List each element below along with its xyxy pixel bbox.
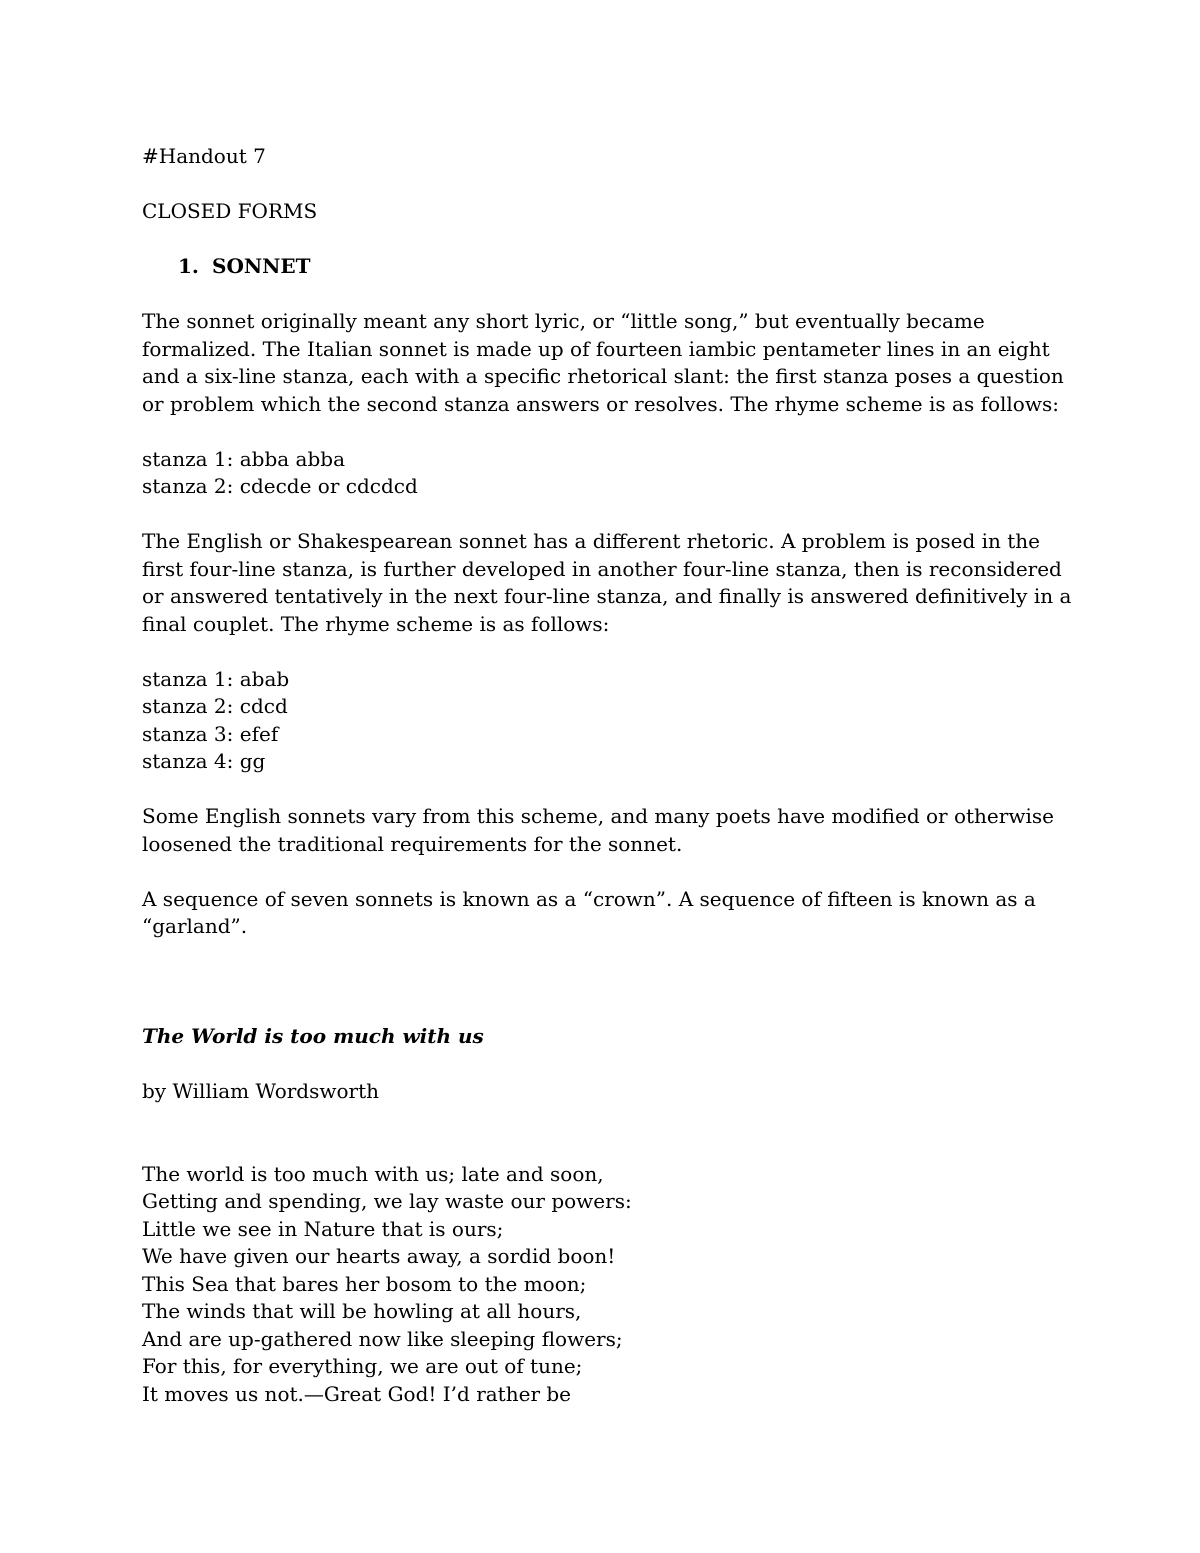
- sonnet-heading-number: 1.: [178, 254, 199, 278]
- scheme-line: stanza 1: abba abba: [142, 446, 346, 471]
- scheme-line: stanza 3: efef: [142, 721, 279, 746]
- poem-line: The winds that will be howling at all hours,: [142, 1299, 582, 1323]
- handout-label: #Handout 7: [142, 144, 266, 168]
- english-rhyme-scheme: [142, 666, 1072, 776]
- poem-line: Little we see in Nature that is ours;: [142, 1216, 504, 1241]
- variation-paragraph: [142, 803, 1072, 858]
- scheme-line: stanza 2: cdecde or cdcdcd: [142, 474, 418, 498]
- spacer: [142, 1133, 1072, 1161]
- spacer: [142, 968, 1072, 1023]
- paragraph-line: first four-line stanza, is further developed in another four-line stanza, then is reconsidered: [142, 556, 1062, 581]
- paragraph-line: Some English sonnets vary from this scheme, and many poets have modified or otherwise: [142, 804, 1054, 828]
- italian-rhyme-scheme: [142, 446, 1072, 501]
- paragraph-line: The English or Shakespearean sonnet has a different rhetoric. A problem is posed in the: [142, 529, 1041, 553]
- poem-line: The world is too much with us; late and soon,: [142, 1161, 604, 1186]
- document-page: [142, 143, 1072, 1436]
- poem-line: And are up-gathered now like sleeping flowers;: [142, 1326, 623, 1351]
- paragraph-line: “garland”.: [142, 914, 248, 938]
- poem-title-text: The World is too much with us: [142, 1024, 484, 1048]
- paragraph-line: loosened the traditional requirements for the sonnet.: [142, 831, 683, 856]
- poem-author-text: by William Wordsworth: [142, 1079, 380, 1103]
- poem-line: Getting and spending, we lay waste our powers:: [142, 1189, 632, 1213]
- paragraph-line: A sequence of seven sonnets is known as a “crown”. A sequence of fifteen is known as a: [142, 886, 1036, 911]
- handout-number: [142, 143, 1072, 171]
- poem-line: We have given our hearts away, a sordid boon!: [142, 1244, 616, 1268]
- poem-line: It moves us not.—Great God! I’d rather be: [142, 1381, 571, 1406]
- sonnet-heading: [142, 253, 1072, 281]
- section-title-text: CLOSED FORMS: [142, 199, 318, 223]
- paragraph-line: or problem which the second stanza answers or resolves. The rhyme scheme is as follows:: [142, 391, 1059, 416]
- english-sonnet-paragraph: [142, 528, 1072, 638]
- paragraph-line: final couplet. The rhyme scheme is as follows:: [142, 611, 610, 636]
- paragraph-line: formalized. The Italian sonnet is made up of fourteen iambic pentameter lines in an eight: [142, 336, 1050, 361]
- scheme-line: stanza 1: abab: [142, 666, 290, 691]
- poem-author: [142, 1078, 1072, 1106]
- sonnet-heading-label: SONNET: [212, 254, 311, 278]
- poem-body: [142, 1161, 1072, 1409]
- paragraph-line: and a six-line stanza, each with a specific rhetorical slant: the first stanza poses a question: [142, 364, 1064, 388]
- poem-title: [142, 1023, 1072, 1051]
- paragraph-line: or answered tentatively in the next four-line stanza, and finally is answered definitively in a: [142, 584, 1072, 608]
- scheme-line: stanza 4: gg: [142, 749, 266, 773]
- italian-sonnet-paragraph: [142, 308, 1072, 418]
- poem-line: For this, for everything, we are out of tune;: [142, 1354, 583, 1378]
- poem-line: This Sea that bares her bosom to the moon;: [142, 1271, 587, 1296]
- scheme-line: stanza 2: cdcd: [142, 694, 288, 718]
- section-title: [142, 198, 1072, 226]
- paragraph-line: The sonnet originally meant any short lyric, or “little song,” but eventually became: [142, 309, 985, 333]
- sequence-paragraph: [142, 886, 1072, 941]
